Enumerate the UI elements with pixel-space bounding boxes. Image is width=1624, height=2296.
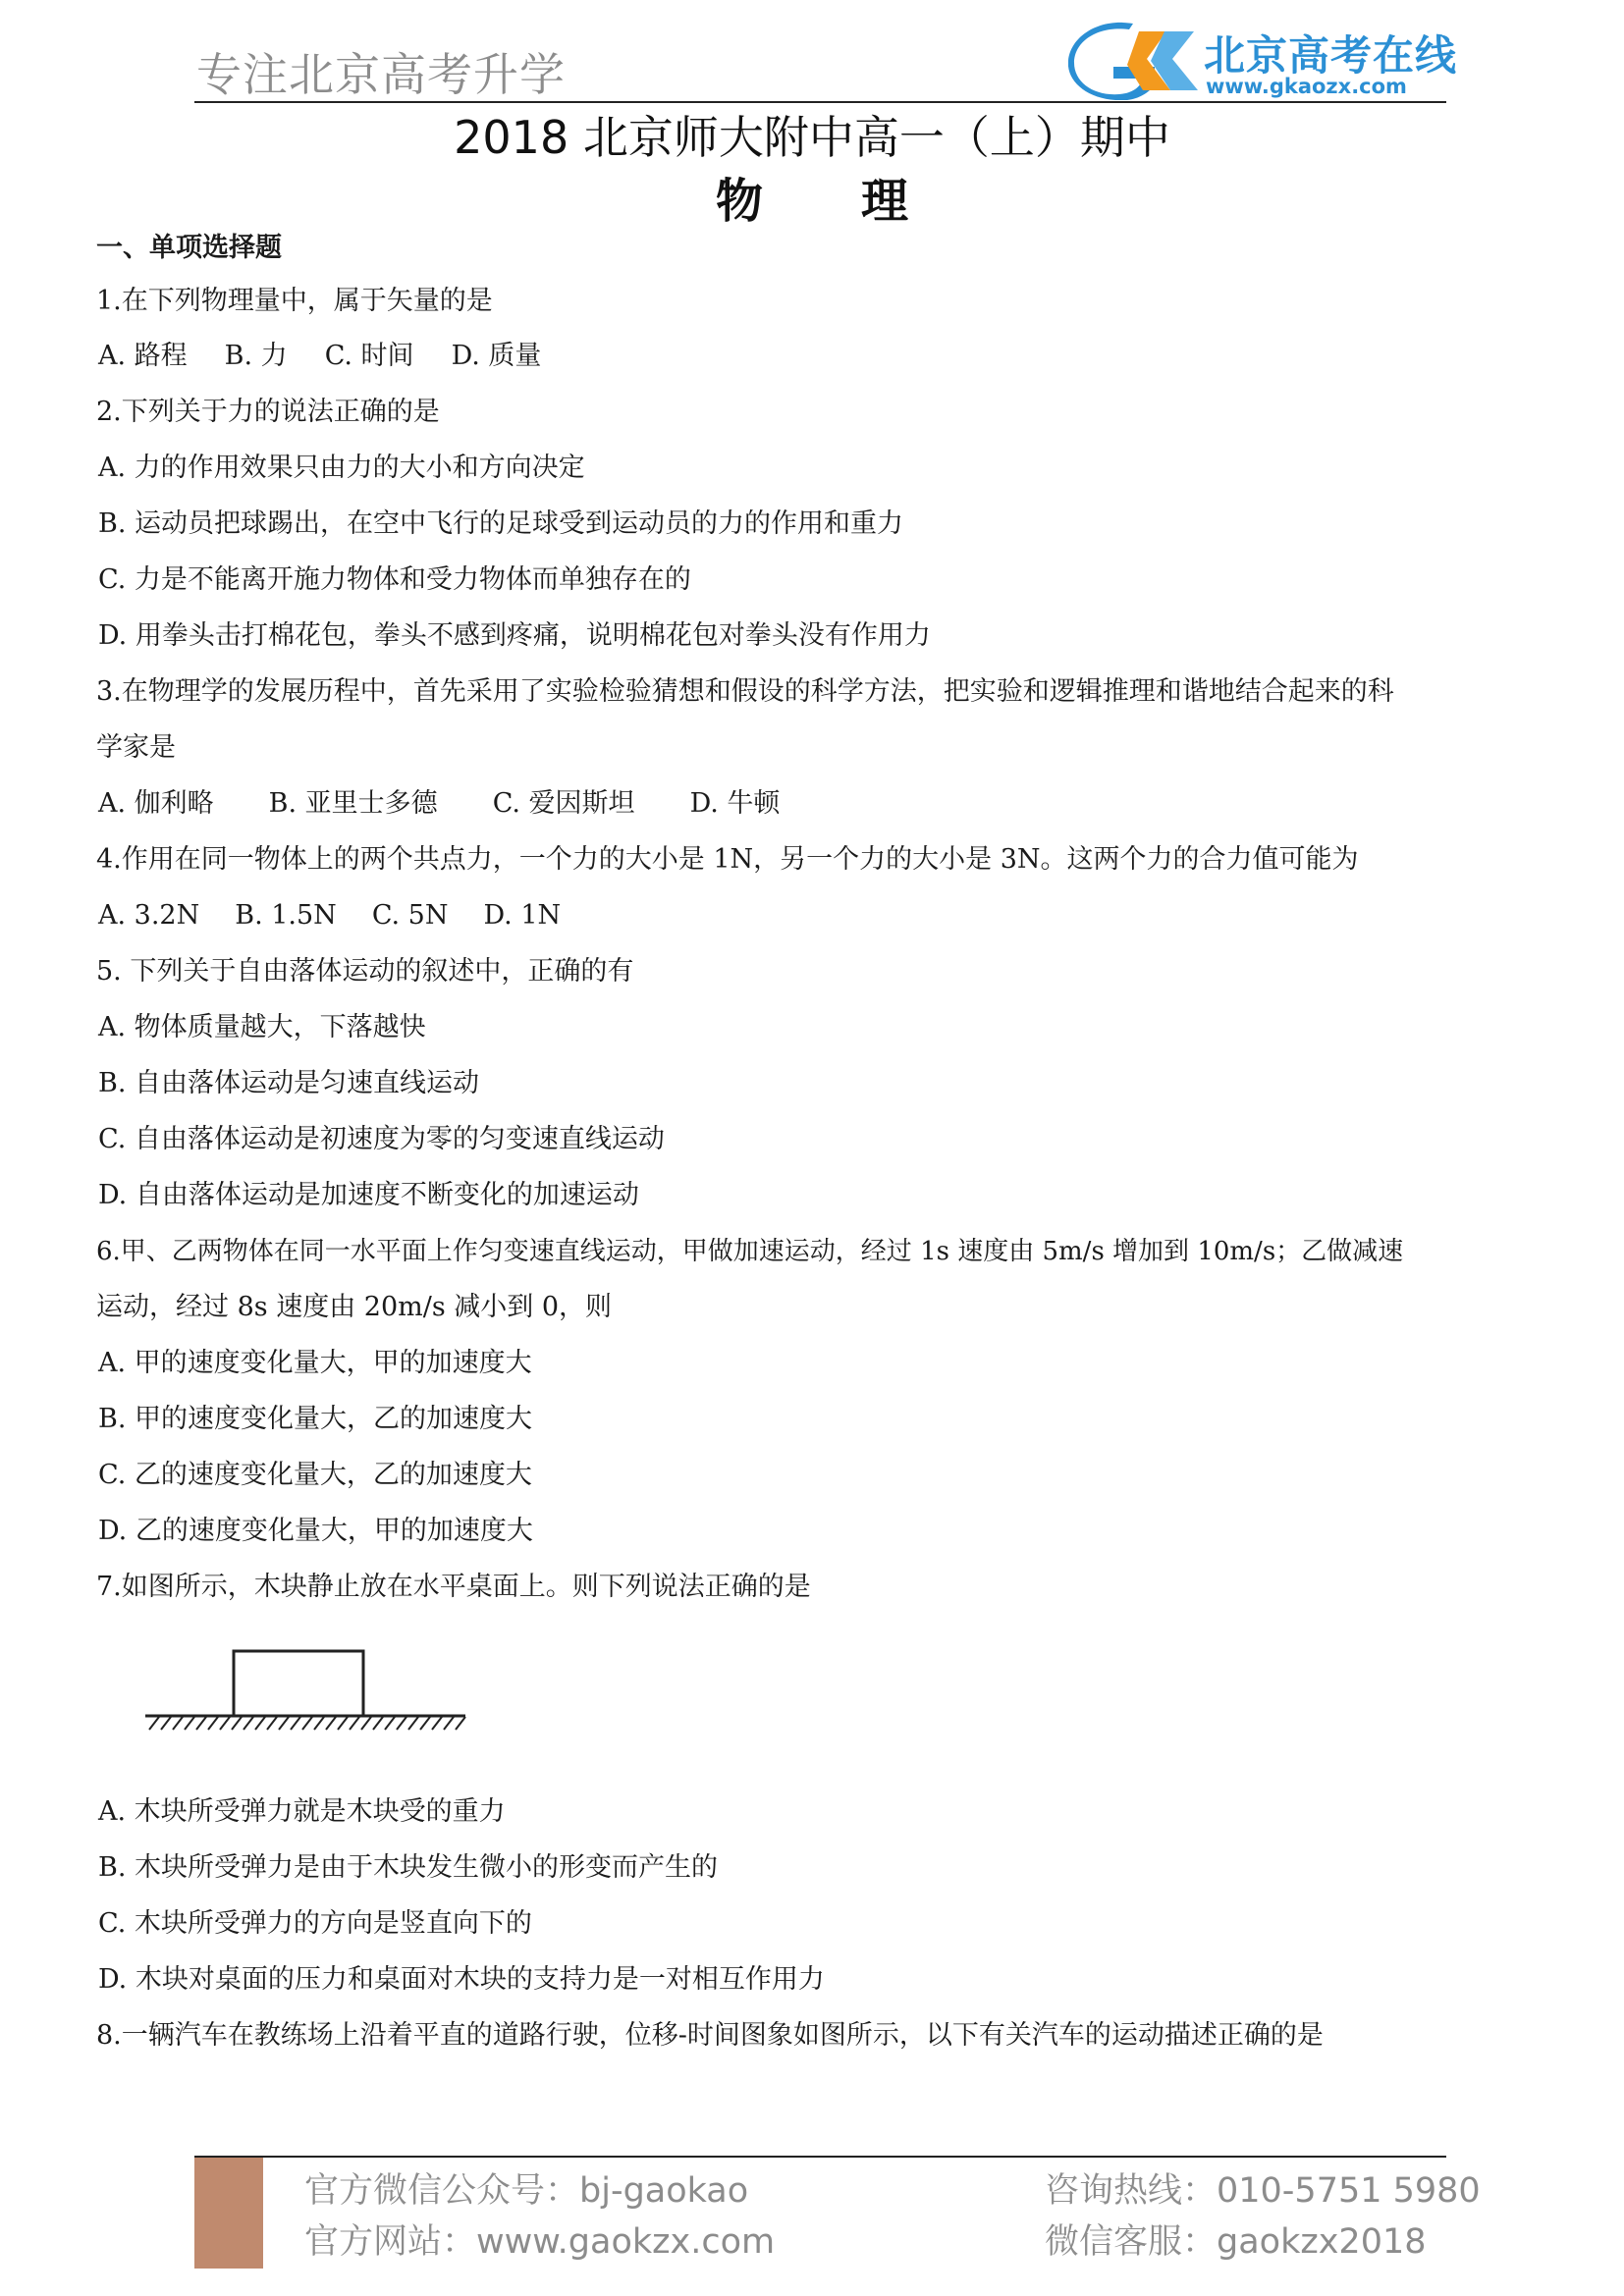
logo-url: www.gkaozx.com — [1206, 75, 1407, 98]
question-options-row — [98, 787, 780, 821]
question-stem: 7.如图所示，木块静止放在水平桌面上。则下列说法正确的是 — [96, 1572, 811, 1602]
option: D. 质量 — [451, 341, 542, 371]
logo-chinese-name: 北京高考在线 — [1204, 31, 1458, 80]
question-stem: 6.甲、乙两物体在同一水平面上作匀变速直线运动，甲做加速运动，经过 1s 速度由 5m/s 增加到 10m/s；乙做减速 — [96, 1237, 1404, 1266]
footer-hotline: 咨询热线：010-5751 5980 — [1045, 2171, 1481, 2211]
option: D. 木块对桌面的压力和桌面对木块的支持力是一对相互作用力 — [98, 1964, 825, 1995]
option: D. 用拳头击打棉花包，拳头不感到疼痛，说明棉花包对拳头没有作用力 — [98, 620, 931, 651]
option: A. 伽利略 — [98, 788, 214, 819]
option: C. 力是不能离开施力物体和受力物体而单独存在的 — [98, 564, 691, 595]
option: C. 乙的速度变化量大，乙的加速度大 — [98, 1460, 532, 1490]
option: C. 自由落体运动是初速度为零的匀变速直线运动 — [98, 1124, 665, 1154]
question-stem: 2.下列关于力的说法正确的是 — [96, 397, 440, 427]
question-stem: 1.在下列物理量中，属于矢量的是 — [96, 286, 493, 316]
option: D. 1N — [483, 900, 562, 931]
footer-website: 官方网站：www.gaokzx.com — [304, 2222, 776, 2262]
option: A. 甲的速度变化量大，甲的加速度大 — [98, 1348, 532, 1378]
block-on-table-diagram — [137, 1637, 471, 1775]
question-stem-continued: 学家是 — [96, 732, 176, 763]
option: C. 时间 — [324, 341, 414, 371]
header-slogan: 专注北京高考升学 — [196, 48, 566, 101]
gk-logo-icon — [1068, 22, 1202, 100]
option: B. 木块所受弹力是由于木块发生微小的形变而产生的 — [98, 1852, 719, 1883]
footer-wechat-service: 微信客服：gaokzx2018 — [1045, 2222, 1427, 2262]
question-options-row — [98, 899, 561, 933]
option: B. 运动员把球踢出，在空中飞行的足球受到运动员的力的作用和重力 — [98, 508, 904, 539]
option: B. 力 — [224, 341, 288, 371]
option: B. 甲的速度变化量大，乙的加速度大 — [98, 1404, 533, 1434]
question-stem-continued: 运动，经过 8s 速度由 20m/s 减小到 0，则 — [96, 1292, 613, 1322]
option: A. 力的作用效果只由力的大小和方向决定 — [98, 453, 585, 483]
exam-subject: 物理 — [715, 174, 1006, 229]
option: C. 木块所受弹力的方向是竖直向下的 — [98, 1908, 532, 1939]
option: C. 爱因斯坦 — [492, 788, 635, 819]
option: C. 5N — [371, 900, 449, 931]
question-stem: 3.在物理学的发展历程中，首先采用了实验检验猜想和假设的科学方法，把实验和逻辑推理和谐地结合起来的科 — [96, 676, 1394, 707]
option: A. 3.2N — [98, 900, 200, 931]
option: A. 木块所受弹力就是木块受的重力 — [98, 1796, 506, 1827]
footer-accent-bar — [194, 2158, 263, 2269]
footer-wechat-official: 官方微信公众号：bj-gaokao — [304, 2171, 749, 2211]
option: D. 自由落体运动是加速度不断变化的加速运动 — [98, 1180, 639, 1210]
exam-title: 2018 北京师大附中高一（上）期中 — [454, 111, 1170, 164]
option: B. 自由落体运动是匀速直线运动 — [98, 1068, 480, 1098]
option: D. 乙的速度变化量大，甲的加速度大 — [98, 1516, 533, 1546]
option: B. 亚里士多德 — [268, 788, 438, 819]
option: D. 牛顿 — [689, 788, 781, 819]
site-logo — [1068, 22, 1461, 100]
option: A. 物体质量越大，下落越快 — [98, 1012, 426, 1042]
section-heading: 一、单项选择题 — [96, 233, 282, 263]
question-stem: 8.一辆汽车在教练场上沿着平直的道路行驶，位移-时间图象如图所示，以下有关汽车的运动描述正确的是 — [96, 2020, 1324, 2051]
question-stem: 5. 下列关于自由落体运动的叙述中，正确的有 — [96, 956, 634, 987]
question-options-row — [98, 340, 541, 373]
option: B. 1.5N — [235, 900, 337, 931]
footer-divider — [194, 2156, 1446, 2158]
question-stem: 4.作用在同一物体上的两个共点力，一个力的大小是 1N，另一个力的大小是 3N。这两个力的合力值可能为 — [96, 844, 1359, 875]
option: A. 路程 — [98, 341, 188, 371]
block-on-table-figure — [137, 1637, 471, 1775]
